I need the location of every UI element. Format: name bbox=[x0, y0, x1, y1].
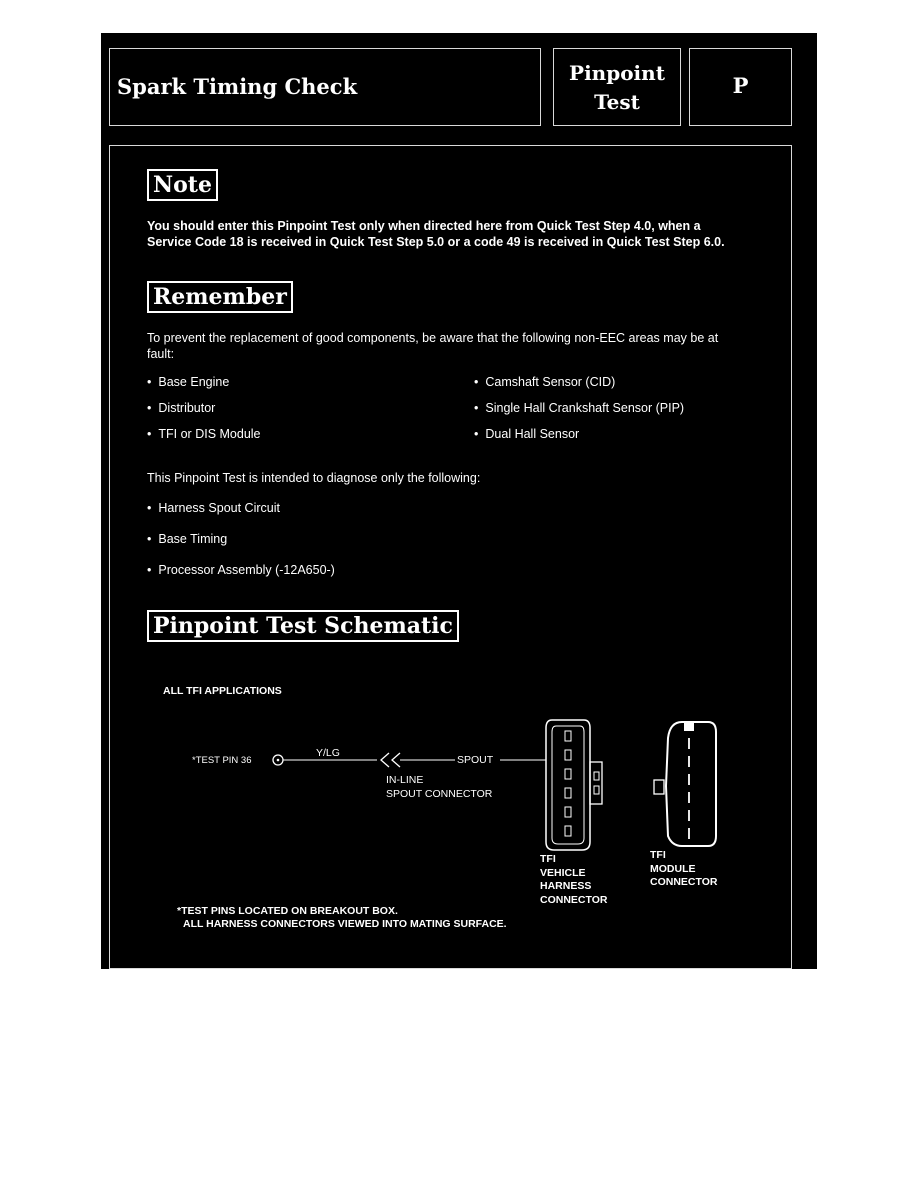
remember-text: To prevent the replacement of good components, be aware that the following non-EEC areas may be at fault: bbox=[147, 331, 719, 361]
section-letter: P bbox=[732, 73, 749, 98]
module-label-line: CONNECTOR bbox=[650, 876, 718, 888]
vehicle-connector-label bbox=[540, 853, 607, 907]
vehicle-label-line: HARNESS bbox=[540, 880, 592, 892]
schematic-heading: Pinpoint Test Schematic bbox=[147, 610, 459, 642]
module-label-line: TFI bbox=[650, 849, 666, 861]
inline-connector-label bbox=[386, 773, 492, 801]
note-text: You should enter this Pinpoint Test only when directed here from Quick Test Step 4.0, when a Service Code 18 is received in Quick Test Step 5.0 or a code 49 is received in Quick Test Step 6.0. bbox=[147, 219, 725, 249]
remember-heading: Remember bbox=[147, 281, 293, 313]
list-item: • Base Timing bbox=[147, 532, 227, 546]
wire-color-label: Y/LG bbox=[316, 747, 340, 759]
vehicle-label-line: VEHICLE bbox=[540, 866, 586, 879]
pinpoint-test-label bbox=[554, 59, 680, 117]
pinpoint-test-box bbox=[553, 48, 681, 126]
module-connector-icon bbox=[654, 722, 716, 846]
document-page bbox=[101, 33, 817, 969]
pinpoint-line-2: Test bbox=[594, 90, 640, 114]
vehicle-harness-connector-icon bbox=[546, 720, 602, 850]
list-item: • TFI or DIS Module bbox=[147, 427, 261, 441]
footnote-line: *TEST PINS LOCATED ON BREAKOUT BOX. bbox=[177, 905, 398, 917]
note-heading: Note bbox=[147, 169, 218, 201]
vehicle-label-line: CONNECTOR bbox=[540, 893, 608, 906]
test-intro-text: This Pinpoint Test is intended to diagnose only the following: bbox=[147, 471, 481, 485]
spout-label: SPOUT bbox=[457, 754, 494, 766]
test-pin-icon bbox=[273, 755, 283, 765]
page-title: Spark Timing Check bbox=[117, 74, 358, 99]
content-panel bbox=[109, 145, 792, 969]
list-item: • Distributor bbox=[147, 401, 215, 415]
list-item: • Base Engine bbox=[147, 375, 229, 389]
inline-connector-icon bbox=[381, 753, 400, 767]
footnote-line: ALL HARNESS CONNECTORS VIEWED INTO MATING SURFACE. bbox=[183, 918, 507, 930]
schematic-diagram bbox=[110, 146, 793, 970]
vehicle-label-line: TFI bbox=[540, 853, 556, 865]
module-connector-label bbox=[650, 849, 717, 890]
list-item: • Processor Assembly (-12A650-) bbox=[147, 563, 335, 577]
inline-label-line: IN-LINE bbox=[386, 774, 424, 786]
footnote bbox=[177, 905, 507, 931]
title-box bbox=[109, 48, 541, 126]
test-pin-label: *TEST PIN 36 bbox=[192, 755, 252, 766]
list-item: • Harness Spout Circuit bbox=[147, 501, 280, 515]
list-item: • Single Hall Crankshaft Sensor (PIP) bbox=[474, 401, 684, 415]
section-letter-box bbox=[689, 48, 792, 126]
list-item: • Dual Hall Sensor bbox=[474, 427, 579, 441]
list-item: • Camshaft Sensor (CID) bbox=[474, 375, 615, 389]
pinpoint-line-1: Pinpoint bbox=[569, 61, 665, 85]
applications-label: ALL TFI APPLICATIONS bbox=[163, 685, 282, 697]
module-label-line: MODULE bbox=[650, 862, 696, 875]
inline-label-line: SPOUT CONNECTOR bbox=[386, 788, 493, 800]
